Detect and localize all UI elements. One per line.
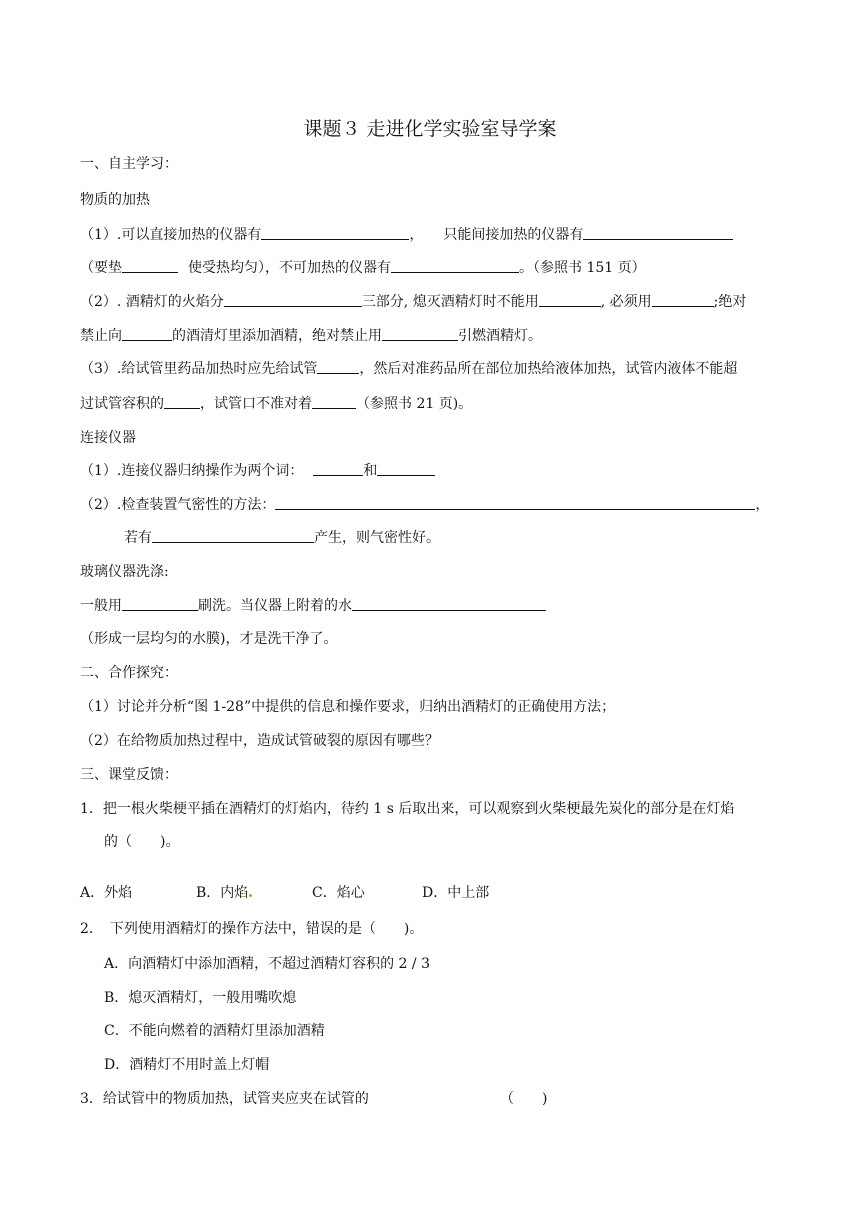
heating-line-3-text-b: 三部分, 熄灭酒精灯时不能用 bbox=[361, 294, 539, 310]
feedback-question-2: 2． 下列使用酒精灯的操作方法中，错误的是（ )。 bbox=[80, 921, 424, 937]
heating-line-4-text-b: 的酒清灯里添加酒精，绝对禁止用 bbox=[172, 328, 382, 344]
blank-brush[interactable] bbox=[122, 596, 198, 611]
blank-forbid-ignite[interactable] bbox=[382, 326, 458, 341]
section-feedback-heading: 三、课堂反馈： bbox=[80, 767, 178, 783]
q1-option-d[interactable]: D．中上部 bbox=[422, 885, 490, 901]
heating-line-5-text-a: （3）.给试管里药品加热时应先给试管 bbox=[80, 361, 318, 377]
connect-line-1-text-b: 和 bbox=[363, 463, 378, 479]
q2-option-a[interactable]: A．向酒精灯中添加酒精，不超过酒精灯容积的 2 / 3 bbox=[104, 956, 430, 972]
connect-line-2-text-a: （2）.检查装置气密性的方法： bbox=[80, 497, 276, 513]
heating-line-1 bbox=[80, 225, 860, 245]
heating-line-1-text-b: ， bbox=[409, 227, 424, 243]
wash-line-1-text-a: 一般用 bbox=[80, 598, 122, 614]
blank-not-heatable[interactable] bbox=[391, 258, 519, 273]
wash-heading: 玻璃仪器洗涤: bbox=[80, 564, 169, 580]
heating-line-4 bbox=[80, 326, 860, 346]
connect-line-2 bbox=[80, 495, 860, 515]
blank-water-film[interactable] bbox=[352, 596, 546, 611]
page-title: 课题３ 走进化学实验室导学案 bbox=[303, 118, 557, 140]
heating-line-4-text-c: 引燃酒精灯。 bbox=[458, 328, 542, 344]
q1-option-a[interactable]: A．外焰 bbox=[80, 885, 133, 901]
heating-line-2-text-a: （要垫 bbox=[80, 260, 122, 276]
wash-line-2: （形成一层均匀的水膜)，才是洗干净了。 bbox=[80, 631, 338, 647]
heating-line-1-text-c: 只能间接加热的仪器有 bbox=[443, 227, 584, 243]
q1-option-b[interactable]: B．内焰 bbox=[196, 883, 252, 903]
connect-line-3 bbox=[124, 528, 860, 548]
feedback-question-1-options bbox=[80, 883, 860, 903]
blank-connect-word-2[interactable] bbox=[377, 461, 435, 476]
heating-line-5 bbox=[80, 359, 860, 379]
heating-line-6 bbox=[80, 394, 860, 414]
heating-heading: 物质的加热 bbox=[80, 192, 150, 208]
connect-heading: 连接仪器 bbox=[80, 430, 136, 446]
blank-preheat[interactable] bbox=[317, 359, 359, 374]
feedback-question-3 bbox=[80, 1089, 860, 1109]
connect-line-2-text-b: ， bbox=[755, 497, 770, 513]
heating-line-2 bbox=[80, 258, 860, 278]
blank-flame-parts[interactable] bbox=[224, 292, 362, 307]
heating-line-4-text-a: 禁止向 bbox=[80, 328, 122, 344]
blank-connect-word-1[interactable] bbox=[313, 461, 363, 476]
q2-option-b[interactable]: B．熄灭酒精灯，一般用嘴吹熄 bbox=[104, 990, 297, 1006]
blank-indirect-heat[interactable] bbox=[583, 225, 733, 240]
heating-line-6-text-c: （参照书 21 页)。 bbox=[356, 396, 473, 412]
blank-pad-with[interactable] bbox=[122, 258, 178, 273]
blank-airtightness-method[interactable] bbox=[275, 495, 755, 510]
heating-line-3-text-c: , 必须用 bbox=[600, 294, 652, 310]
blank-volume-fraction[interactable] bbox=[164, 394, 200, 409]
connect-line-3-text-b: 产生，则气密性好。 bbox=[314, 530, 440, 546]
q2-option-d[interactable]: D．酒精灯不用时盖上灯帽 bbox=[104, 1057, 270, 1073]
connect-line-1 bbox=[80, 461, 860, 481]
heating-line-6-text-a: 过试管容积的 bbox=[80, 396, 164, 412]
blank-bubbles[interactable] bbox=[152, 528, 314, 543]
feedback-question-1-line-1: 1．把一根火柴梗平插在酒精灯的灯焰内，待约 1 s 后取出来，可以观察到火柴梗最先炭化的部分是在灯焰 bbox=[80, 801, 735, 817]
cooperative-question-2: （2）在给物质加热过程中，造成试管破裂的原因有哪些？ bbox=[80, 733, 439, 749]
blank-direct-heat[interactable] bbox=[261, 225, 409, 240]
blank-must-use[interactable] bbox=[652, 292, 714, 307]
blank-cannot-use[interactable] bbox=[539, 292, 601, 307]
blank-do-not-point[interactable] bbox=[312, 394, 356, 409]
wash-line-1 bbox=[80, 596, 860, 616]
q1-option-c[interactable]: C．焰心 bbox=[312, 885, 365, 901]
section-self-study-heading: 一、自主学习： bbox=[80, 156, 178, 172]
cooperative-question-1: （1）讨论并分析“图 1-28”中提供的信息和操作要求，归纳出酒精灯的正确使用方法； bbox=[80, 699, 616, 715]
connect-line-3-text-a: 若有 bbox=[124, 530, 152, 546]
connect-line-1-text-a: （1）.连接仪器归纳操作为两个词： bbox=[80, 463, 304, 479]
heating-line-1-text-a: （1）.可以直接加热的仪器有 bbox=[80, 227, 262, 243]
feedback-question-1-line-2: 的（ )。 bbox=[104, 834, 180, 850]
q2-option-c[interactable]: C．不能向燃着的酒精灯里添加酒精 bbox=[104, 1023, 325, 1039]
heating-line-3 bbox=[80, 292, 860, 312]
heating-line-3-text-a: （2）. 酒精灯的火焰分 bbox=[80, 294, 224, 310]
heating-line-2-text-b: 使受热均匀），不可加热的仪器有 bbox=[188, 260, 391, 276]
heating-line-6-text-b: ，试管口不准对着 bbox=[200, 396, 312, 412]
heating-line-2-text-c: 。（参照书 151 页） bbox=[519, 260, 646, 276]
blank-forbid-add[interactable] bbox=[122, 326, 172, 341]
heating-line-3-text-d: ;绝对 bbox=[713, 294, 747, 310]
feedback-question-3-answer-bracket[interactable]: （ ) bbox=[500, 1091, 548, 1107]
stray-dot-mark bbox=[249, 894, 252, 897]
section-cooperative-heading: 二、合作探究： bbox=[80, 665, 178, 681]
wash-line-1-text-b: 刷洗。当仪器上附着的水 bbox=[198, 598, 352, 614]
heating-line-5-text-b: ，然后对准药品所在部位加热给液体加热，试管内液体不能超 bbox=[359, 361, 738, 377]
feedback-question-3-text: 3．给试管中的物质加热，试管夹应夹在试管的 bbox=[80, 1091, 369, 1107]
